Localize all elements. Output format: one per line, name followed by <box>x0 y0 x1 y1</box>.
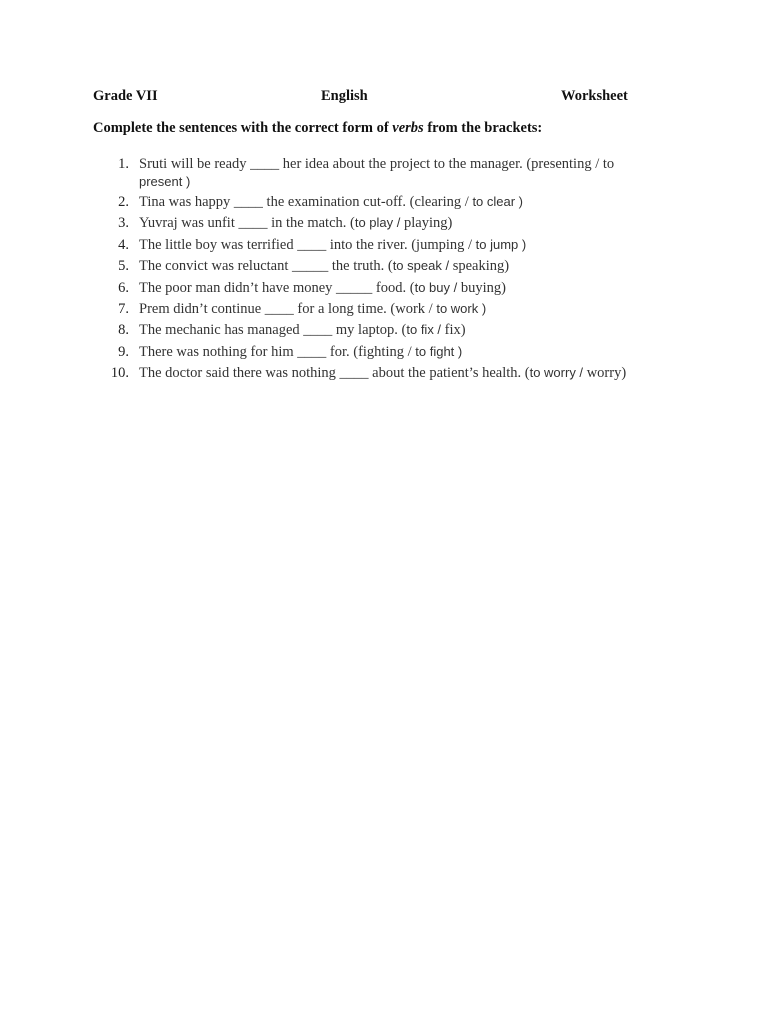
question-number: 2. <box>118 194 129 210</box>
question-text: The little boy was terrified ____ into the river. (jumping / <box>139 236 476 253</box>
question-text: Tina was happy ____ the examination cut-off. (clearing / <box>139 194 473 210</box>
question-number: 1. <box>118 156 129 172</box>
instruction-emphasis: verbs <box>392 120 424 136</box>
question-text: Sruti will be ready ____ her idea about the project to the manager. (presenting / to <box>139 156 615 172</box>
question-number: 9. <box>118 343 129 360</box>
question-option: to fight ) <box>415 343 463 359</box>
question-text-after: playing) <box>400 215 453 232</box>
instruction-before: Complete the sentences with the correct form of <box>93 120 393 136</box>
question-item <box>93 300 683 318</box>
question-text: Yuvraj was unfit ____ in the match. ( <box>139 215 355 232</box>
question-text-after: buying) <box>457 279 506 296</box>
worksheet-header <box>93 88 638 106</box>
question-item <box>93 236 683 254</box>
question-item <box>93 257 683 275</box>
question-text: The mechanic has managed ____ my laptop. ( <box>139 322 407 339</box>
question-option: to jump ) <box>475 236 527 252</box>
question-text-after: fix) <box>441 322 466 339</box>
question-option: to fix / <box>406 322 442 338</box>
question-text-continued: present ) <box>139 174 191 189</box>
question-item <box>93 214 683 232</box>
question-number: 3. <box>118 215 129 232</box>
question-item <box>93 193 683 211</box>
question-item <box>93 364 683 382</box>
question-text: The doctor said there was nothing ____ about the patient’s health. ( <box>139 365 530 382</box>
question-text-after: speaking) <box>449 258 510 275</box>
question-option: to play / <box>354 215 401 231</box>
question-item <box>93 155 683 191</box>
question-number: 7. <box>118 300 129 317</box>
instruction-after: from the brackets: <box>423 120 543 136</box>
question-text: Prem didn’t continue ____ for a long time. (work / <box>139 300 437 317</box>
question-number: 8. <box>118 322 129 339</box>
subject-label: English <box>321 88 368 104</box>
instruction-text <box>93 120 542 137</box>
question-text: There was nothing for him ____ for. (fighting / <box>139 343 416 360</box>
grade-label: Grade VII <box>93 88 158 104</box>
question-number: 5. <box>118 258 129 275</box>
worksheet-type-label: Worksheet <box>561 88 628 104</box>
question-number: 6. <box>118 279 129 296</box>
question-text-after: worry) <box>583 365 627 382</box>
question-option: to buy / <box>414 279 458 295</box>
question-list <box>93 155 683 386</box>
question-option: to speak / <box>392 258 450 274</box>
question-number: 4. <box>118 236 129 253</box>
question-text: The poor man didn’t have money _____ food. ( <box>139 279 415 296</box>
question-item <box>93 321 683 339</box>
question-option: to clear ) <box>472 194 524 209</box>
question-option: to worry / <box>529 365 584 381</box>
question-item <box>93 279 683 297</box>
question-item <box>93 343 683 361</box>
question-text: The convict was reluctant _____ the truth. ( <box>139 258 393 275</box>
question-number: 10. <box>110 365 129 382</box>
question-option: to work ) <box>436 300 487 316</box>
